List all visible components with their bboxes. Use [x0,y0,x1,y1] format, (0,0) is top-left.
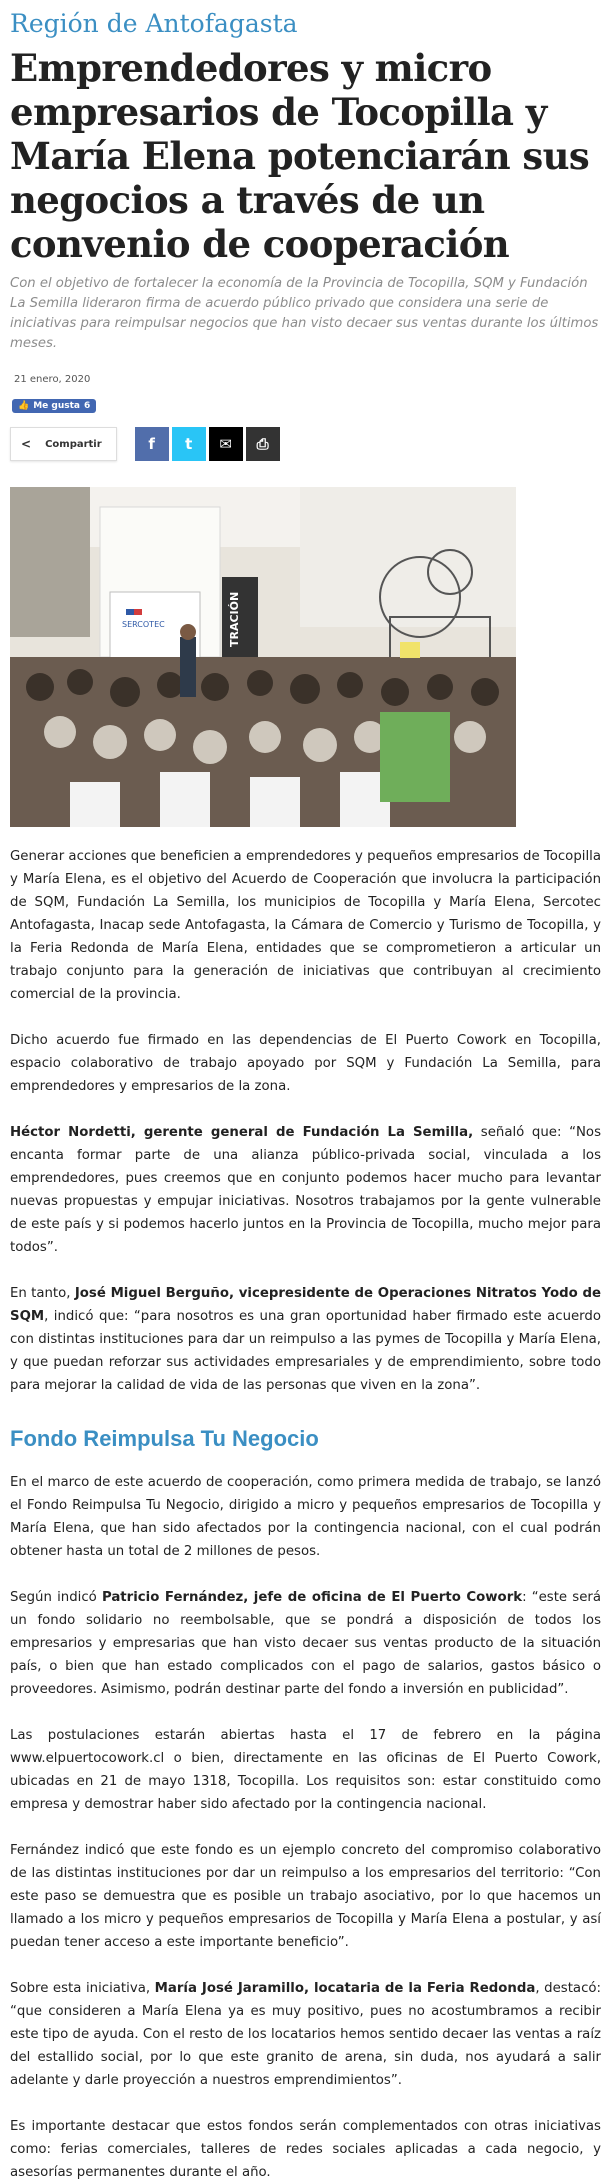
print-button[interactable] [246,427,280,461]
paragraph-8: Fernández indicó que este fondo es un ejemplo concreto del compromiso colaborativo de las distintas instituciones por dar un reimpulso a los empresarios del territorio: “Con este paso se demuestra que es posible un trabajo asociativo, por lo que hacemos un llamado a los micro y pequeños empresarios de Tocopilla y María Elena a postular, y así puedan tener acceso a este importante beneficio”. [10,1843,601,1950]
article-date: 21 enero, 2020 [14,374,91,385]
article-subtitle: Con el objetivo de fortalecer la economía de la Provincia de Tocopilla, SQM y Fundación La Semilla lideraron firma de acuerdo público privado que considera una serie de iniciativas para reimpulsar negocios que han visto decaer sus ventas durante los últimos meses. [10,276,599,351]
speaker-name: José Miguel Berguño, vicepresidente de Operaciones Nitratos Yodo de SQM [10,1286,601,1324]
paragraph-2: Dicho acuerdo fue firmado en las dependencias de El Puerto Cowork en Tocopilla, espacio colaborativo de trabajo apoyado por SQM y Fundación La Semilla, para emprendedores y empresarios de la zona. [10,1033,601,1094]
email-share-button[interactable] [209,427,243,461]
share-bar [10,427,601,461]
print-icon: ⎙ [256,435,269,453]
paragraph-6: Según indicó Patricio Fernández, jefe de oficina de El Puerto Cowork: “este será un fondo solidario no reembolsable, que se pondrá a disposición de todos los empresarios y empresarias que han visto decaer sus ventas producto de la situación país, o bien que han estado complicados con el pago de salarios, gastos básico o proveedores. Asimismo, podrán destinar parte del fondo a inversión en publicidad”. [10,1590,601,1697]
like-label: Me gusta [33,401,80,411]
facebook-like-button[interactable] [12,399,96,413]
section-heading: Fondo Reimpulsa Tu Negocio [10,1426,319,1451]
event-photo-illustration [10,487,516,827]
paragraph-4: En tanto, José Miguel Berguño, vicepresidente de Operaciones Nitratos Yodo de SQM, indicó que: “para nosotros es una gran oportunidad haber firmado este acuerdo con distintas instituciones para dar un reimpulso a las pymes de Tocopilla y María Elena, y que puedan reforzar sus actividades empresariales y de emprendimiento, sobre todo para mejorar la calidad de vida de las personas que viven en la zona”. [10,1286,601,1393]
paragraph-7: Las postulaciones estarán abiertas hasta el 17 de febrero en la página www.elpuertocowork.cl o bien, directamente en las oficinas de El Puerto Cowork, ubicadas en 21 de mayo 1318, Tocopilla. Los requisitos son: estar constituido como empresa y demostrar haber sido afectado por la contingencia nacional. [10,1728,601,1812]
paragraph-10: Es importante destacar que estos fondos serán complementados con otras iniciativas como: ferias comerciales, talleres de redes sociales aplicadas a cada negocio, y asesorías permanentes durante el año. [10,2119,601,2180]
region-category-link[interactable]: Región de Antofagasta [10,9,298,38]
paragraph-9: Sobre esta iniciativa, María José Jaramillo, locataria de la Feria Redonda, destacó: “que consideren a María Elena ya es muy positivo, pues no acostumbramos a recibir este tipo de ayuda. Con el resto de los locatarios hemos sentido decaer las ventas a raíz del estallido social, por lo que este granito de arena, sin duda, nos ayudará a salir adelante y darle proyección a nuestros emprendimientos”. [10,1981,601,2088]
twitter-share-button[interactable] [172,427,206,461]
speaker-name: Héctor Nordetti, gerente general de Fundación La Semilla, [10,1125,474,1140]
article-body [10,845,601,2184]
email-icon: ✉ [219,435,232,453]
paragraph-3: Héctor Nordetti, gerente general de Fundación La Semilla, señaló que: “Nos encanta formar parte de una alianza público-privada social, vinculada a los emprendedores, pues creemos que en conjunto podemos hacer mucho para levantar nuevas propuestas y empujar iniciativas. Nosotros trabajamos por la gente vulnerable de este país y si podemos hacerlo juntos en la Provincia de Tocopilla, mucho mejor para todos”. [10,1125,601,1255]
speaker-name: María José Jaramillo, locataria de la Feria Redonda [154,1981,536,1996]
article-photo [10,487,516,827]
wall-text: TRACIÓN [228,591,241,647]
share-label: Compartir [45,438,102,450]
speaker-name: Patricio Fernández, jefe de oficina de El Puerto Cowork [101,1590,523,1605]
share-icon: < [21,437,32,451]
paragraph-1: Generar acciones que beneficien a emprendedores y pequeños empresarios de Tocopilla y María Elena, es el objetivo del Acuerdo de Cooperación que involucra la participación de SQM, Fundación La Semilla, los municipios de Tocopilla y María Elena, Sercotec Antofagasta, Inacap sede Antofagasta, la Cámara de Comercio y Turismo de Tocopilla, y la Feria Redonda de María Elena, entidades que se comprometieron a articular un trabajo conjunto para la generación de iniciativas que contribuyan al crecimiento comercial de la provincia. [10,849,601,1002]
facebook-icon: f [148,435,155,453]
article-title: Emprendedores y micro empresarios de Tocopilla y María Elena potenciarán sus negocios a través de un convenio de cooperación [10,46,590,266]
facebook-share-button[interactable] [135,427,169,461]
thumbs-up-icon: 👍 [18,401,30,411]
paragraph-5: En el marco de este acuerdo de cooperación, como primera medida de trabajo, se lanzó el Fondo Reimpulsa Tu Negocio, dirigido a micro y pequeños empresarios de Tocopilla y María Elena, que han sido afectados por la contingencia nacional, con el cual podrán obtener hasta un total de 2 millones de pesos. [10,1475,601,1559]
share-button[interactable] [10,427,117,461]
like-count: 6 [84,401,91,411]
slide-text: SERCOTEC [122,620,165,629]
twitter-icon: t [185,435,193,453]
